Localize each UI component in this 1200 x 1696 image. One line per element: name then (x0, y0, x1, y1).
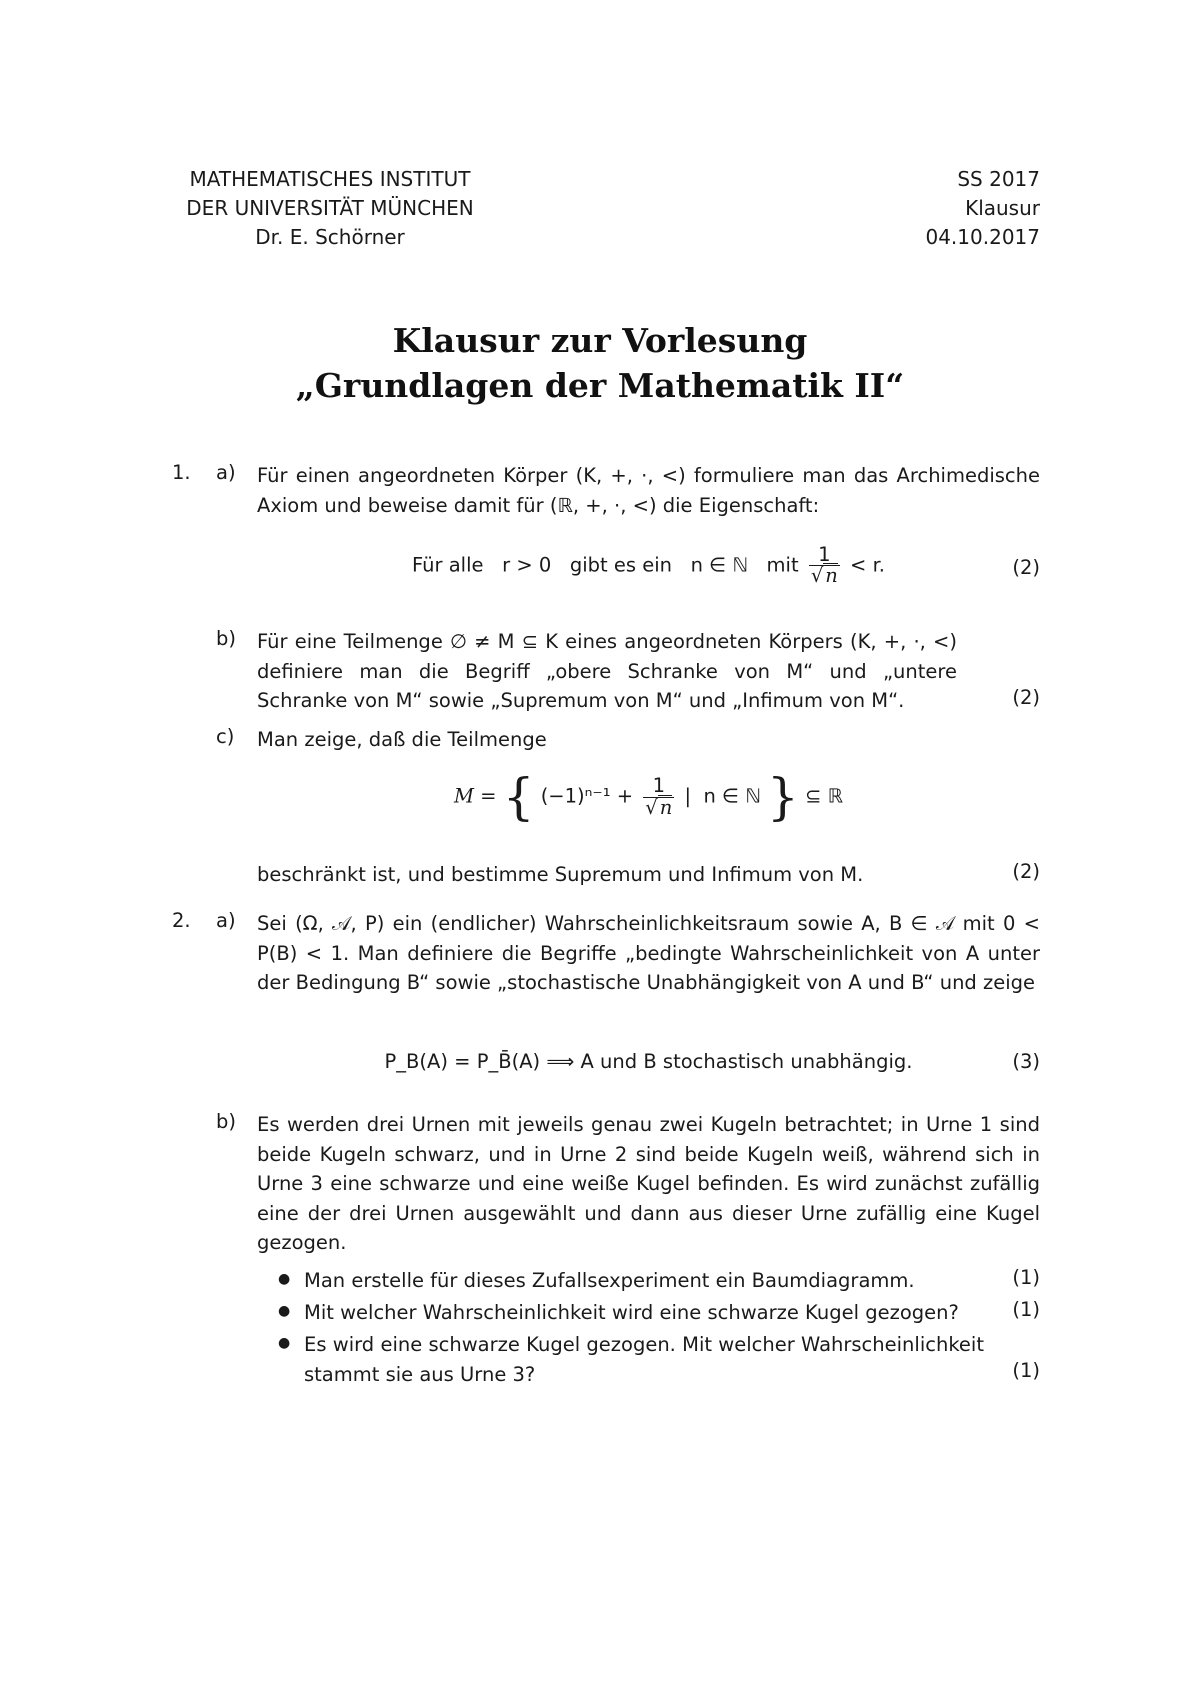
problem-1c-label: c) (216, 725, 235, 748)
university-name: DER UNIVERSITÄT MÜNCHEN (186, 196, 474, 220)
problem-2b-bullet-3: Es wird eine schwarze Kugel gezogen. Mit welcher Wahrscheinlichkeit stammt sie aus Urne 3? (304, 1333, 984, 1386)
title-line-1: Klausur zur Vorlesung (392, 321, 808, 360)
fraction-numerator: 1 (809, 545, 840, 566)
problem-2a-formula: P_B(A) = P_B̄(A) ⟹ A und B stochastisch unabhängig. (384, 1050, 913, 1073)
institute-block (145, 165, 515, 252)
title-line-2: „Grundlagen der Mathematik II“ (295, 366, 905, 405)
problem-1c-text: Man zeige, daß die Teilmenge (257, 728, 547, 751)
problem-2b-bullet-2: Mit welcher Wahrscheinlichkeit wird eine schwarze Kugel gezogen? (304, 1301, 959, 1324)
problem-2b-bullet-2-points: (1) (1012, 1298, 1040, 1321)
problem-2b-bullet-1-points: (1) (1012, 1266, 1040, 1289)
formula-1a-right: < r. (850, 553, 885, 577)
formula-1c-condition: | n ∈ ℕ (684, 784, 761, 808)
problem-2b-bullet-1: Man erstelle für dieses Zufallsexperiment ein Baumdiagramm. (304, 1269, 915, 1292)
bullet-icon: ● (278, 1271, 291, 1287)
lecturer-name: Dr. E. Schörner (255, 225, 405, 249)
formula-1c-term: (−1)ⁿ⁻¹ + (540, 784, 634, 808)
problem-1b-label: b) (216, 627, 236, 650)
formula-1a-fraction (809, 545, 840, 587)
sqrt-n: n (825, 564, 838, 588)
problem-1c-text-after: beschränkt ist, und bestimme Supremum und Infimum von M. (257, 863, 864, 886)
institute-name: MATHEMATISCHES INSTITUT (189, 167, 471, 191)
formula-1c-left: M = (453, 784, 497, 808)
sqrt-n: n (659, 795, 673, 819)
problem-1a-points: (2) (1012, 556, 1040, 579)
problem-2b-text: Es werden drei Urnen mit jeweils genau zwei Kugeln betrachtet; in Urne 1 sind beide Kugeln schwarz, und in Urne 2 sind beide Kugeln weiß, während sich in Urne 3 eine schwarze und eine weiße Kugel befinden. Es wird zunächst zufällig eine der drei Urnen ausgewählt und dann aus dieser Urne zufällig eine Kugel gezogen. (257, 1113, 1040, 1254)
problem-1-number: 1. (172, 461, 191, 484)
semester: SS 2017 (957, 167, 1040, 191)
problem-1c-points: (2) (1012, 860, 1040, 883)
formula-1c-fraction (643, 776, 674, 818)
formula-1a-left: Für alle r > 0 gibt es ein n ∈ ℕ mit (412, 553, 799, 577)
problem-1b-text: Für eine Teilmenge ∅ ≠ M ⊆ K eines angeordneten Körpers (K, +, ·, <) definiere man die Begriff „obere Schranke von M“ und „untere Schranke von M“ sowie „Supremum von M“ und „Infimum von M“. (257, 630, 957, 712)
exam-info-block (880, 165, 1040, 252)
exam-date: 04.10.2017 (925, 225, 1040, 249)
problem-2b-label: b) (216, 1110, 236, 1133)
bullet-icon: ● (278, 1335, 291, 1351)
problem-1b-points: (2) (1012, 686, 1040, 709)
problem-2a-label: a) (216, 909, 236, 932)
problem-1c-formula (257, 768, 1040, 826)
fraction-denominator: √ n (645, 795, 673, 819)
problem-2a-points: (3) (1012, 1050, 1040, 1073)
right-brace: } (767, 768, 799, 826)
problem-2-number: 2. (172, 909, 191, 932)
exam-type: Klausur (965, 196, 1040, 220)
problem-1a-text: Für einen angeordneten Körper (K, +, ·, <) formuliere man das Archimedische Axiom und beweise damit für (ℝ, +, ·, <) die Eigenschaft: (257, 464, 1040, 517)
page-title (0, 318, 1200, 408)
problem-2a-text: Sei (Ω, 𝒜, P) ein (endlicher) Wahrscheinlichkeitsraum sowie A, B ∈ 𝒜 mit 0 < P(B) < 1. Man definiere die Begriffe „bedingte Wahrscheinlichkeit von A unter der Bedingung B“ sowie „stochastische Unabhängigkeit von A und B“ und zeige (257, 912, 1040, 994)
fraction-numerator: 1 (643, 776, 674, 797)
problem-1a-label: a) (216, 461, 236, 484)
bullet-icon: ● (278, 1303, 291, 1319)
problem-1a-formula (257, 545, 1040, 587)
fraction-denominator: √ n (810, 564, 838, 588)
formula-1c-right: ⊆ ℝ (805, 784, 844, 808)
problem-2b-bullet-3-points: (1) (1012, 1359, 1040, 1382)
left-brace: { (502, 768, 535, 826)
